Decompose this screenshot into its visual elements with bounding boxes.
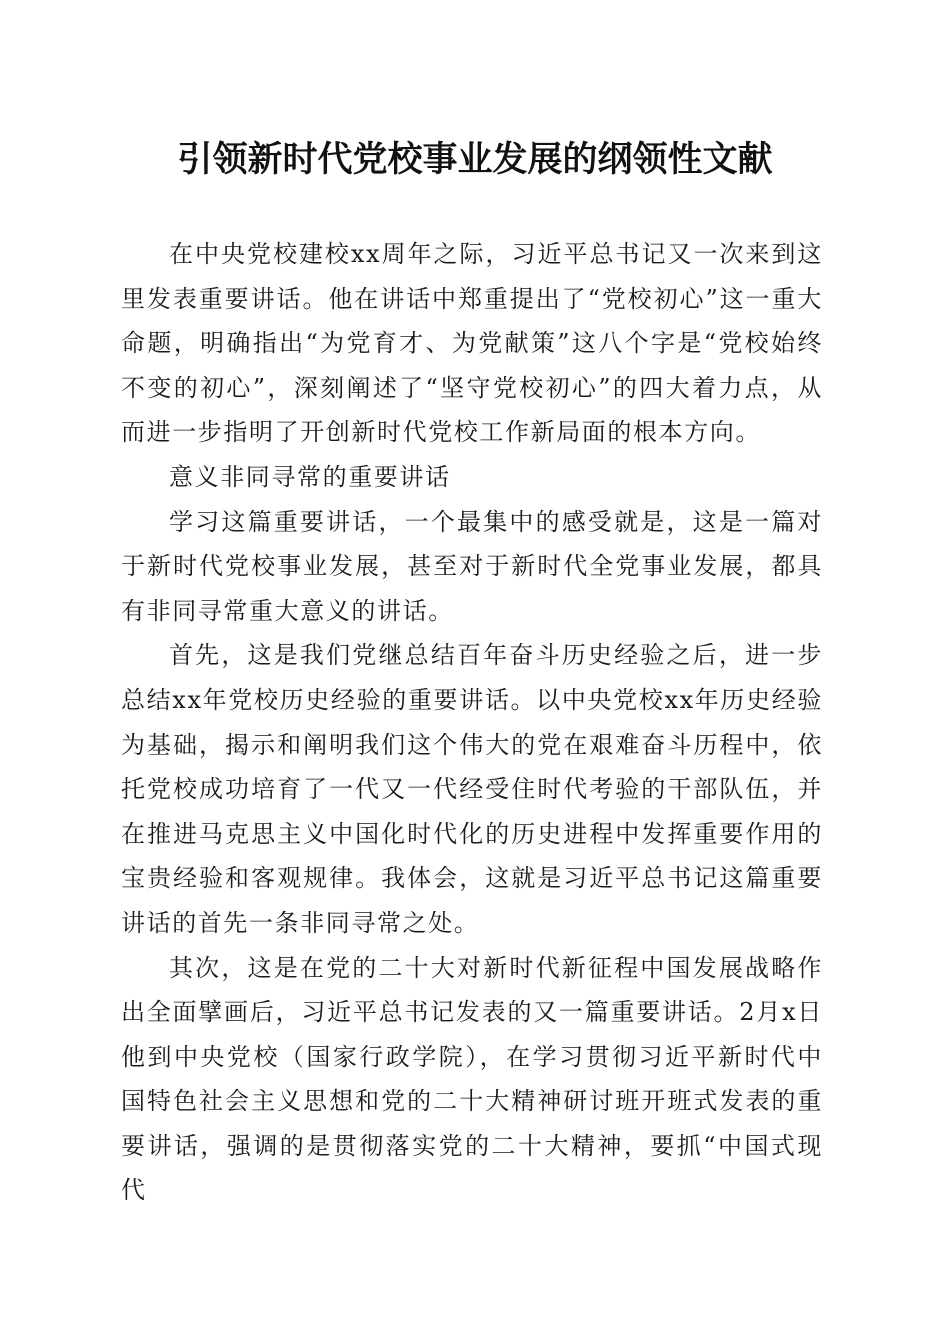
section-heading: 意义非同寻常的重要讲话 bbox=[169, 462, 451, 491]
paragraph-second-point: 其次，这是在党的二十大对新时代新征程中国发展战略作出全面擘画后，习近平总书记发表的又一篇重要讲话。2月x日他到中央党校（国家行政学院），在学习贯彻习近平新时代中国特色社会主义思想和党的二十大精神研讨班开班式发表的重要讲话，强调的是贯彻落实党的二十大精神，要抓“中国式现代 bbox=[121, 953, 823, 1205]
document-title: 引领新时代党校事业发展的纲领性文献 bbox=[177, 139, 773, 180]
paragraph-intro: 在中央党校建校xx周年之际，习近平总书记又一次来到这里发表重要讲话。他在讲话中郑重提出了“党校初心”这一重大命题，明确指出“为党育才、为党献策”这八个字是“党校始终不变的初心”，深刻阐述了“坚守党校初心”的四大着力点，从而进一步指明了开创新时代党校工作新局面的根本方向。 bbox=[121, 240, 823, 447]
paragraph-summary: 学习这篇重要讲话，一个最集中的感受就是，这是一篇对于新时代党校事业发展，甚至对于新时代全党事业发展，都具有非同寻常重大意义的讲话。 bbox=[121, 507, 823, 625]
document-body bbox=[121, 232, 823, 1213]
paragraph-first-point: 首先，这是我们党继总结百年奋斗历史经验之后，进一步总结xx年党校历史经验的重要讲话。以中央党校xx年历史经验为基础，揭示和阐明我们这个伟大的党在艰难奋斗历程中，依托党校成功培育了一代又一代经受住时代考验的干部队伍，并在推进马克思主义中国化时代化的历史进程中发挥重要作用的宝贵经验和客观规律。我体会，这就是习近平总书记这篇重要讲话的首先一条非同寻常之处。 bbox=[121, 641, 823, 937]
